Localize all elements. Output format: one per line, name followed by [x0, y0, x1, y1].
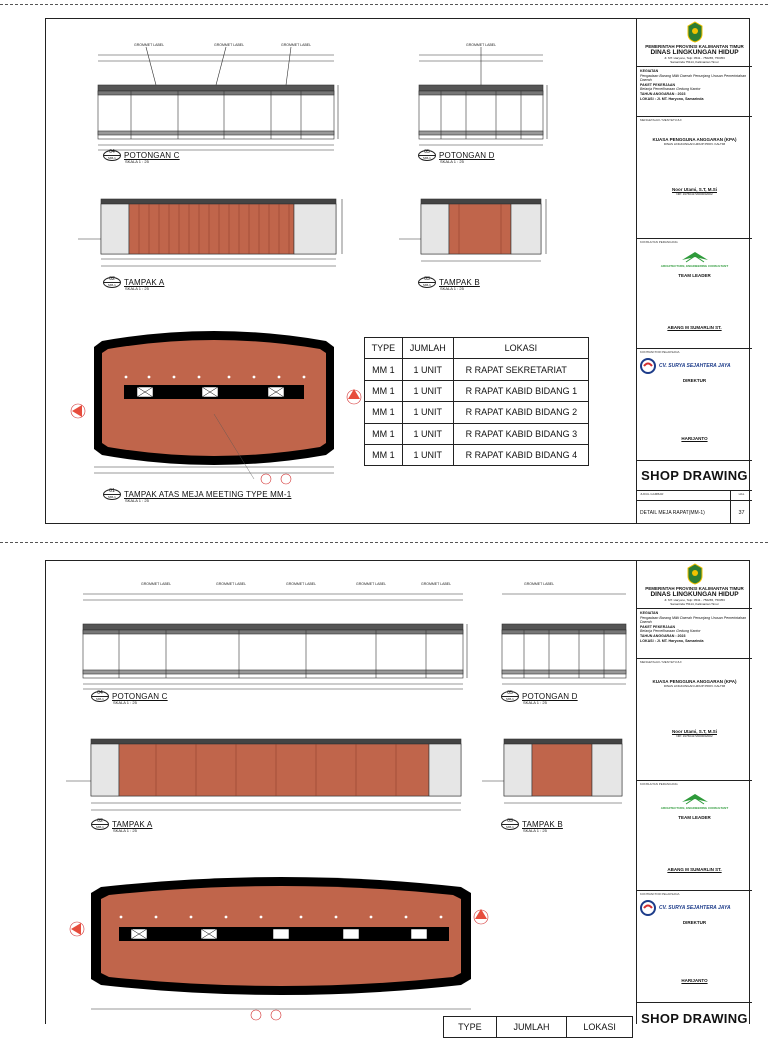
- svg-text:GROMMET LABEL: GROMMET LABEL: [214, 43, 245, 47]
- view-title: TAMPAK B: [439, 278, 480, 287]
- svg-text:GROMMET LABEL: GROMMET LABEL: [524, 582, 555, 586]
- view-label-tampak-a: [91, 818, 153, 833]
- tb-contractor-name: CV. SURYA SEJAHTERA JAYA: [659, 905, 731, 911]
- view-label-potongan-c: [91, 690, 168, 705]
- table-row: [365, 444, 589, 465]
- view-label-tampak-b: [418, 276, 480, 291]
- table-cell: MM 1: [365, 423, 403, 444]
- tb-kegiatan: Pengadaan Barang Milik Daerah Penunjang Urusan Pemerintahan Daerah: [640, 73, 747, 83]
- tb-dept: DINAS LINGKUNGAN HIDUP: [650, 49, 739, 56]
- view-label-tampak-a: [103, 276, 165, 291]
- top-view-drawing: [61, 859, 501, 1025]
- tb-direktur: DIREKTUR: [682, 920, 707, 925]
- consultant-logo-icon: [680, 250, 710, 264]
- tb-kegiatan-label: KEGIATAN: [640, 611, 659, 615]
- svg-text:GROMMET LABEL: GROMMET LABEL: [134, 43, 165, 47]
- tb-kontraktor: KONTRAKTOR PELAKSANA: [640, 892, 680, 896]
- tb-header: [637, 561, 752, 659]
- table-cell: MM 1: [365, 444, 403, 465]
- view-number-bubble: 03 MM-1: [418, 277, 436, 288]
- tb-kontraktor: KONTRAKTOR PELAKSANA: [640, 350, 680, 354]
- tb-paket-label: PAKET PEKERJAAN: [640, 624, 676, 629]
- cut-line-middle: [0, 542, 768, 543]
- tb-kegiatan-label: KEGIATAN: [640, 69, 659, 73]
- contractor-logo-icon: [640, 358, 656, 374]
- tb-shop-drawing: [637, 461, 752, 491]
- view-scale: SKALA 1 : 25: [523, 828, 547, 833]
- tb-konsultan: KONSULTAN PERANCANG: [640, 782, 678, 786]
- tb-team-leader: TEAM LEADER: [678, 273, 711, 278]
- potongan-c-drawing: [86, 37, 341, 152]
- consultant-logo-icon: [680, 792, 710, 806]
- title-block: [636, 561, 751, 1024]
- tb-approval: [637, 659, 752, 781]
- contractor-logo-icon: [640, 900, 656, 916]
- province-emblem-icon: [686, 21, 704, 43]
- shop-drawing-title: SHOP DRAWING: [641, 1010, 748, 1026]
- tb-lokasi: LOKASI : Jl. MT. Haryono, Samarinda: [640, 96, 704, 101]
- title-block: [636, 19, 751, 523]
- tb-contractor-name: CV. SURYA SEJAHTERA JAYA: [659, 363, 731, 369]
- tb-tahun: TAHUN ANGGARAN : 2023: [640, 633, 686, 638]
- view-title: TAMPAK A: [124, 278, 165, 287]
- tb-hal-label: HAL: [730, 491, 752, 500]
- view-number-bubble: 01 MM-1: [103, 489, 121, 500]
- tb-consultant-name: ARCHITECTURE, ENGINEERING CONSULTANT: [660, 806, 729, 810]
- tb-consultant: [637, 781, 752, 891]
- tb-contractor: [637, 891, 752, 1003]
- tb-paket-label: PAKET PEKERJAAN: [640, 82, 676, 87]
- table-header: LOKASI: [567, 1017, 633, 1038]
- tb-tahun: TAHUN ANGGARAN : 2023: [640, 91, 686, 96]
- tb-direktur: DIREKTUR: [682, 378, 707, 383]
- view-label-top: [103, 488, 292, 503]
- tb-sheet-desc: DETAIL MEJA RAPAT(MM-1): [640, 509, 705, 516]
- tb-gov: PEMERINTAH PROVINSI KALIMANTAN TIMUR: [645, 586, 744, 591]
- tb-contractor: [637, 349, 752, 461]
- view-scale: SKALA 1 : 25: [125, 159, 149, 164]
- table-cell: R RAPAT KABID BIDANG 3: [453, 423, 588, 444]
- tb-consultant-name: ARCHITECTURE, ENGINEERING CONSULTANT: [660, 264, 729, 268]
- view-label-potongan-d: [418, 149, 495, 164]
- tb-dept: DINAS LINGKUNGAN HIDUP: [650, 591, 739, 598]
- table-header: JUMLAH: [402, 338, 453, 359]
- tb-addr2: Samarinda 75114, Kalimantan Timur: [670, 60, 719, 64]
- cut-line-top: [0, 4, 768, 5]
- tb-kpa-sub: DINAS LINGKUNGAN HIDUP PROV. KALTIM: [663, 684, 726, 688]
- table-cell: 1 UNIT: [402, 402, 453, 423]
- view-scale: SKALA 1 : 25: [113, 700, 137, 705]
- table-row: [365, 402, 589, 423]
- view-title: TAMPAK A: [112, 820, 153, 829]
- tb-consultant: [637, 239, 752, 349]
- tb-konsultan: KONSULTAN PERANCANG: [640, 240, 678, 244]
- table-header-row: [365, 338, 589, 359]
- view-number-bubble: 02 MM-1: [103, 277, 121, 288]
- view-title: TAMPAK B: [522, 820, 563, 829]
- tb-addr2: Samarinda 75114, Kalimantan Timur: [670, 602, 719, 606]
- view-scale: SKALA 1 : 25: [440, 159, 464, 164]
- tb-lokasi: LOKASI : Jl. MT. Haryono, Samarinda: [640, 638, 704, 643]
- tb-tl-name: ABANG M SUMARLIN ST.: [667, 867, 722, 872]
- view-number-bubble: 03 MM-1: [501, 819, 519, 830]
- province-emblem-icon: [686, 563, 704, 585]
- drawing-area: [46, 19, 636, 523]
- tampak-b-drawing: [476, 731, 636, 816]
- view-scale: SKALA 1 : 25: [113, 828, 137, 833]
- svg-text:GROMMET LABEL: GROMMET LABEL: [356, 582, 387, 586]
- table-cell: MM 1: [365, 380, 403, 401]
- svg-text:GROMMET LABEL: GROMMET LABEL: [281, 43, 312, 47]
- view-scale: SKALA 1 : 25: [125, 286, 149, 291]
- svg-text:GROMMET LABEL: GROMMET LABEL: [421, 582, 452, 586]
- table-header: JUMLAH: [496, 1017, 567, 1038]
- tb-paket: Belanja Pemeliharaan Gedung Kantor: [640, 87, 701, 92]
- table-cell: 1 UNIT: [402, 380, 453, 401]
- tb-addr1: Jl. MT. Haryono, Telp: 0541 - 750265, 750353: [664, 598, 725, 602]
- table-cell: 1 UNIT: [402, 423, 453, 444]
- table-cell: 1 UNIT: [402, 444, 453, 465]
- table-header: LOKASI: [453, 338, 588, 359]
- tb-mengetahui: MENGETAHUI / MENYETUJUI: [640, 118, 682, 122]
- tampak-b-drawing: [391, 189, 556, 274]
- table-cell: R RAPAT KABID BIDANG 1: [453, 380, 588, 401]
- tb-mengetahui: MENGETAHUI / MENYETUJUI: [640, 660, 682, 664]
- tb-dir-name: HARIJANTO: [681, 978, 708, 983]
- view-title: POTONGAN C: [124, 151, 180, 160]
- table-header: TYPE: [365, 338, 403, 359]
- tb-kpa-name: Noor Utami, S.T, M.Si: [671, 729, 717, 734]
- top-view-drawing: [64, 319, 369, 484]
- drawing-sheet-2: [45, 560, 750, 1033]
- table-header-row: [444, 1017, 633, 1038]
- tb-header: [637, 19, 752, 117]
- tb-kpa: KUASA PENGGUNA ANGGARAN (KPA): [652, 137, 737, 142]
- tb-gov: PEMERINTAH PROVINSI KALIMANTAN TIMUR: [645, 44, 744, 49]
- potongan-d-drawing: [411, 37, 551, 152]
- table-cell: 1 UNIT: [402, 359, 453, 380]
- svg-text:GROMMET LABEL: GROMMET LABEL: [286, 582, 317, 586]
- view-title: POTONGAN D: [522, 692, 578, 701]
- tb-kpa-nip: NIP. 197604172000032002: [676, 192, 713, 196]
- drawing-area: [46, 561, 636, 1033]
- tb-tl-name: ABANG M SUMARLIN ST.: [667, 325, 722, 330]
- view-label-potongan-d: [501, 690, 578, 705]
- tb-kpa-sub: DINAS LINGKUNGAN HIDUP PROV. KALTIM: [663, 142, 726, 146]
- table-cell: R RAPAT KABID BIDANG 4: [453, 444, 588, 465]
- view-number-bubble: 05 MM-1: [418, 150, 436, 161]
- view-scale: SKALA 1 : 25: [440, 286, 464, 291]
- view-title: POTONGAN C: [112, 692, 168, 701]
- view-number-bubble: 04 MM-1: [91, 691, 109, 702]
- table-row: [365, 380, 589, 401]
- table-cell: R RAPAT KABID BIDANG 2: [453, 402, 588, 423]
- table-row: [365, 359, 589, 380]
- view-title: POTONGAN D: [439, 151, 495, 160]
- tb-sheet-no: 37: [730, 501, 752, 524]
- tb-kpa-name: Noor Utami, S.T, M.Si: [671, 187, 717, 192]
- tb-addr1: Jl. MT. Haryono, Telp: 0541 - 750265, 750353: [664, 56, 725, 60]
- tb-kpa-nip: NIP. 197604172000032002: [676, 734, 713, 738]
- potongan-d-drawing: [494, 576, 634, 691]
- tb-kpa: KUASA PENGGUNA ANGGARAN (KPA): [652, 679, 737, 684]
- tb-dir-name: HARIJANTO: [681, 436, 708, 441]
- tb-sheet-info: [637, 491, 752, 525]
- view-scale: SKALA 1 : 25: [523, 700, 547, 705]
- view-number-bubble: 02 MM-1: [91, 819, 109, 830]
- view-number-bubble: 05 MM-1: [501, 691, 519, 702]
- table-header: TYPE: [444, 1017, 497, 1038]
- svg-text:GROMMET LABEL: GROMMET LABEL: [466, 43, 497, 47]
- table-row: [365, 423, 589, 444]
- shop-drawing-title: SHOP DRAWING: [641, 468, 748, 483]
- tb-kegiatan: Pengadaan Barang Milik Daerah Penunjang Urusan Pemerintahan Daerah: [640, 615, 747, 625]
- tb-approval: [637, 117, 752, 239]
- tb-team-leader: TEAM LEADER: [678, 815, 711, 820]
- view-title: TAMPAK ATAS MEJA MEETING TYPE MM-1: [124, 490, 292, 499]
- location-table: [364, 337, 589, 466]
- table-cell: R RAPAT SEKRETARIAT: [453, 359, 588, 380]
- view-scale: SKALA 1 : 25: [125, 498, 149, 503]
- view-number-bubble: 04 MM-1: [103, 150, 121, 161]
- tb-shop-drawing: [637, 1003, 752, 1033]
- table-cell: MM 1: [365, 359, 403, 380]
- tb-paket: Belanja Pemeliharaan Gedung Kantor: [640, 629, 701, 634]
- potongan-c-drawing: [71, 576, 471, 691]
- tampak-a-drawing: [66, 189, 351, 274]
- table-cell: MM 1: [365, 402, 403, 423]
- tb-judul-label: JUDUL GAMBAR: [640, 492, 664, 496]
- tampak-a-drawing: [56, 731, 476, 816]
- location-table: [443, 1016, 633, 1038]
- svg-text:GROMMET LABEL: GROMMET LABEL: [216, 582, 247, 586]
- view-label-potongan-c: [103, 149, 180, 164]
- svg-text:GROMMET LABEL: GROMMET LABEL: [141, 582, 172, 586]
- drawing-sheet-1: [45, 18, 750, 524]
- view-label-tampak-b: [501, 818, 563, 833]
